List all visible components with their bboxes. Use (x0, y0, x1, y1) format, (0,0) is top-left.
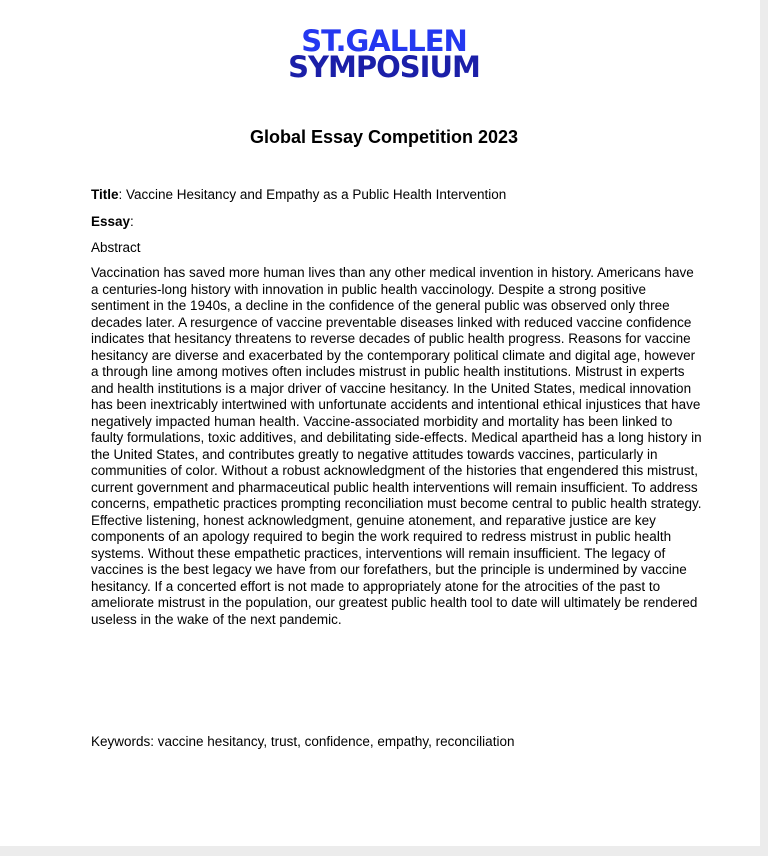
st-gallen-symposium-logo (0, 24, 768, 84)
abstract-line: vaccines is the best legacy we have from our forefathers, but the principle is undermined by vaccine (91, 562, 687, 577)
abstract-line: hesitancy. If a concerted effort is not made to appropriately atone for the atrocities of the past to (91, 578, 661, 594)
abstract-line: communities of color. Without a robust acknowledgment of the histories that engendered this mistrust, (91, 463, 699, 478)
essay-title (91, 187, 506, 202)
abstract-line: hesitancy are diverse and exacerbated by the contemporary political climate and digital age, however (91, 347, 696, 363)
abstract-line: and health institutions is a major driver of vaccine hesitancy. In the United States, medical innovation (91, 380, 692, 396)
abstract-line: has been inextricably intertwined with unfortunate accidents and intentional ethical injustices that have (91, 397, 701, 412)
abstract-heading: Abstract (91, 240, 141, 255)
essay-label-line (91, 214, 134, 229)
essay-colon: : (130, 214, 134, 229)
abstract-line: the United States, and contributes greatly to negative attitudes towards vaccines, particularly in (91, 446, 658, 462)
title-value: : Vaccine Hesitancy and Empathy as a Public Health Intervention (118, 187, 507, 202)
abstract-line: negatively impacted human health. Vaccine-associated morbidity and mortality has been linked to (91, 413, 673, 429)
page-title: Global Essay Competition 2023 (249, 127, 519, 147)
abstract-line: concerns, empathetic practices prompting reconciliation must become central to public health strategy. (91, 496, 702, 511)
abstract-line: components of an apology required to begin the work required to redress mistrust in public health (91, 529, 672, 544)
abstract-line: Vaccination has saved more human lives than any other medical invention in history. Americans have (91, 265, 694, 280)
abstract-line: indicates that hesitancy threatens to reverse decades of public health progress. Reasons for vaccine (91, 331, 691, 346)
keywords: Keywords: vaccine hesitancy, trust, confidence, empathy, reconciliation (91, 734, 515, 749)
abstract-line: Effective listening, honest acknowledgment, genuine atonement, and reparative justice are key (91, 512, 656, 528)
abstract-line: a centuries-long history with innovation in public health vaccinology. Despite a strong positive (91, 281, 647, 297)
abstract-line: systems. Without these empathetic practices, interventions will remain insufficient. The legacy of (91, 545, 666, 561)
essay-label: Essay (91, 214, 131, 229)
abstract-line: decades later. A resurgence of vaccine preventable diseases linked with reduced vaccine confidence (91, 314, 692, 330)
logo-line-2: SYMPOSIUM (288, 50, 480, 84)
abstract-line: current government and pharmaceutical public health interventions will remain insufficient. To address (91, 479, 698, 495)
abstract-line: useless in the wake of the next pandemic. (91, 611, 342, 627)
logo-line-1: ST.GALLEN (301, 24, 467, 58)
abstract-body (91, 265, 702, 628)
abstract-line: a through line among motives often includes mistrust in public health institutions. Mistrust in experts (91, 364, 685, 379)
abstract-line: faulty formulations, toxic additives, and debilitating side-effects. Medical apartheid has a long history in (91, 430, 702, 445)
title-label: Title (91, 187, 119, 202)
abstract-line: sentiment in the 1940s, a decline in the confidence of the general public was observed only three (91, 298, 670, 313)
abstract-line: ameliorate mistrust in the population, our greatest public health tool to date will ultimately be rendered (91, 595, 698, 610)
